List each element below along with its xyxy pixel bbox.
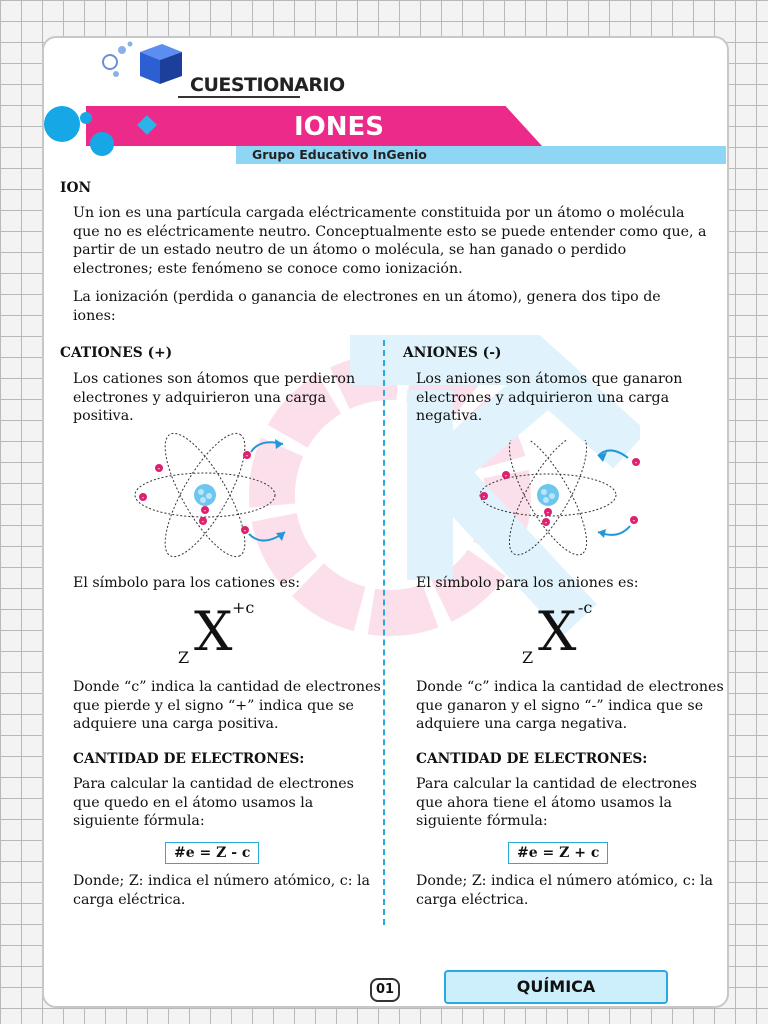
ion-heading: ION (60, 180, 92, 196)
anions-description: Los aniones son átomos que ganaron electrones y adquirieron una carga negativa. (416, 371, 683, 424)
section-underline (178, 96, 300, 98)
cation-atomic-number: Z (178, 648, 190, 667)
decor-circle (90, 132, 114, 156)
cation-symbol: X (194, 600, 233, 663)
intro-paragraph: La ionización (perdida o ganancia de electrones en un átomo), genera dos tipo de iones: (73, 289, 661, 324)
decor-circle (80, 112, 92, 124)
page-number: 01 (370, 978, 400, 1002)
cations-heading: CATIONES (+) (60, 345, 173, 361)
cube-logo-icon (96, 40, 186, 100)
publisher-label: Grupo Educativo InGenio (252, 147, 427, 162)
anions-symbol-intro: El símbolo para los aniones es: (416, 575, 639, 591)
decor-circle (44, 106, 80, 142)
svg-text:-: - (504, 471, 508, 480)
cation-atom-diagram (125, 430, 295, 560)
cations-count-text: Para calcular la cantidad de electrones que quedo en el átomo usamos la siguiente fórmula: (73, 776, 354, 829)
anions-count-heading: CANTIDAD DE ELECTRONES: (416, 751, 648, 767)
svg-text:-: - (203, 506, 207, 515)
svg-text:-: - (245, 451, 249, 460)
anions-where-text: Donde; Z: indica el número atómico, c: la carga eléctrica. (416, 873, 714, 908)
svg-text:-: - (632, 516, 636, 525)
section-label: CUESTIONARIO (190, 74, 345, 96)
anions-heading: ANIONES (-) (403, 345, 502, 361)
cations-description: Los cationes son átomos que perdieron electrones y adquirieron una carga positiva. (73, 371, 356, 424)
svg-text:-: - (157, 464, 161, 473)
anion-atom-diagram (470, 440, 645, 565)
cations-explanation: Donde “c” indica la cantidad de electrones que pierde y el signo “+” indica que se adquiere una carga positiva. (73, 679, 381, 732)
page-title: IONES (293, 112, 385, 142)
anion-symbol: X (538, 600, 577, 663)
column-divider (383, 340, 385, 925)
cation-formula: #e = Z - c (165, 842, 259, 864)
svg-text:-: - (243, 526, 247, 535)
subject-label: QUÍMICA (444, 970, 668, 1004)
anions-explanation: Donde “c” indica la cantidad de electrones que ganaron y el signo “-” indica que se adquiere una carga negativa. (416, 679, 724, 732)
svg-text:-: - (201, 517, 205, 526)
cation-charge: +c (232, 598, 255, 617)
svg-text:-: - (141, 493, 145, 502)
nucleus-icon (537, 484, 559, 506)
anion-formula: #e = Z + c (508, 842, 608, 864)
intro-paragraph: Un ion es una partícula cargada eléctricamente constituida por un átomo o molécula que no es eléctricamente neutro. Conceptualmente esto se puede entender como que, a partir de un estado neutro de un átomo o molécula, se han ganado o perdido electrones; este fenómeno se conoce como ionización. (73, 205, 707, 277)
svg-text:-: - (482, 492, 486, 501)
anions-count-text: Para calcular la cantidad de electrones que ahora tiene el átomo usamos la siguiente fórmula: (416, 776, 697, 829)
anion-charge: -c (578, 598, 593, 617)
cations-count-heading: CANTIDAD DE ELECTRONES: (73, 751, 305, 767)
nucleus-icon (194, 484, 216, 506)
anion-atomic-number: Z (522, 648, 534, 667)
svg-text:-: - (634, 458, 638, 467)
svg-text:-: - (544, 518, 548, 527)
cations-symbol-intro: El símbolo para los cationes es: (73, 575, 301, 591)
cations-where-text: Donde; Z: indica el número atómico, c: la carga eléctrica. (73, 873, 371, 908)
svg-text:-: - (546, 508, 550, 517)
